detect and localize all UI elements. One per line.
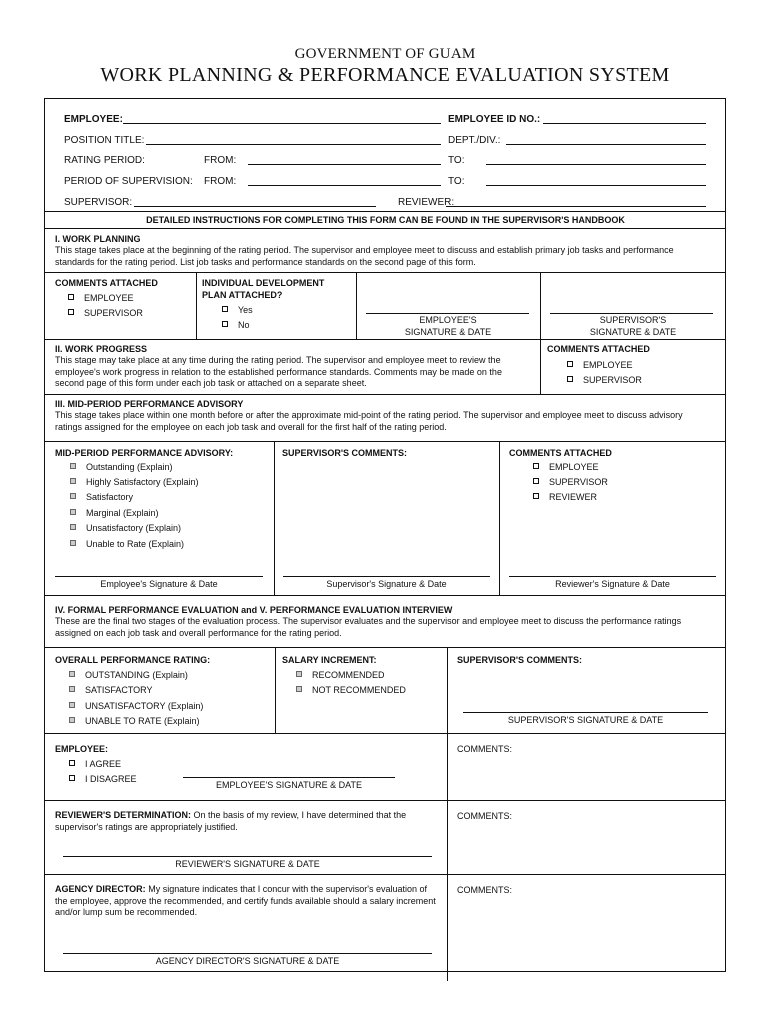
formal-supervisor-sig-label: SUPERVISOR'S SIGNATURE & DATE [507, 715, 664, 725]
agree-label: I AGREE [85, 759, 122, 769]
employee-input[interactable] [123, 123, 441, 124]
advisory-option-label: Marginal (Explain) [86, 508, 159, 518]
reviewer-signature-line[interactable] [63, 856, 432, 857]
checkbox-icon [70, 509, 76, 515]
wpr-employee-label: EMPLOYEE [583, 360, 633, 370]
reviewer-input[interactable] [446, 206, 706, 207]
work-planning-title: I. WORK PLANNING [55, 234, 141, 244]
work-progress-text: This stage may take place at any time during the rating period. The supervisor and employee meet to review the employee's work progress in relation to the established performance standards. Comments may be made on the second page of this form under each job task or attached on a separate sheet. [55, 355, 502, 388]
employee-label: EMPLOYEE: [64, 114, 123, 125]
advisory-option-label: Unsatisfactory (Explain) [86, 523, 182, 533]
salary-increment-heading: SALARY INCREMENT: [282, 655, 377, 665]
rating-to-label: TO: [448, 155, 465, 166]
director-heading: AGENCY DIRECTOR: [55, 884, 146, 894]
advisory-option-label: Unable to Rate (Explain) [86, 539, 185, 549]
mp-reviewer-signature-line[interactable] [509, 576, 716, 577]
dept-div-input[interactable] [506, 144, 706, 145]
advisory-heading: MID-PERIOD PERFORMANCE ADVISORY: [55, 448, 234, 458]
reviewer-text: On the basis of my review, I have determined that the supervisor's ratings are appropriately justified. [55, 810, 407, 832]
mp-supervisor-signature-line[interactable] [283, 576, 490, 577]
divider [447, 647, 448, 981]
checkbox-icon [533, 463, 539, 469]
divider [540, 339, 541, 394]
checkbox-icon [69, 717, 75, 723]
idp-yes-label: Yes [238, 305, 253, 315]
formal-evaluation-text: These are the final two stages of the evaluation process. The supervisor evaluates and the supervisor and employee meet to discuss the performance ratings assigned on each job task and overall performance for the rating period. [55, 616, 682, 638]
divider [45, 647, 726, 648]
mp-reviewer-checkbox[interactable] [533, 491, 597, 503]
divider [45, 272, 726, 273]
checkbox-icon [533, 493, 539, 499]
idp-yes-checkbox[interactable] [222, 304, 253, 316]
checkbox-icon [222, 321, 228, 327]
checkbox-icon [69, 686, 75, 692]
divider [275, 647, 276, 733]
disagree-label: I DISAGREE [85, 774, 137, 784]
director-sig-label: AGENCY DIRECTOR'S SIGNATURE & DATE [155, 956, 340, 966]
wp-supervisor-sig-label2: SIGNATURE & DATE [589, 327, 677, 337]
divider [45, 339, 726, 340]
formal-supervisor-signature-line[interactable] [463, 712, 708, 713]
advisory-option-satisfactory[interactable] [70, 491, 133, 503]
director-text: My signature indicates that I concur with the supervisor's evaluation of the employee, approve the recommended, and certify funds available should a salary increment and/or lump sum be recommended. [55, 884, 436, 917]
wp-employee-sig-label1: EMPLOYEE'S [419, 315, 477, 325]
wp-employee-sig-label2: SIGNATURE & DATE [404, 327, 492, 337]
divider [45, 800, 726, 801]
overall-option-label: UNSATISFACTORY (Explain) [85, 701, 204, 711]
director-comments-label: COMMENTS: [457, 885, 512, 895]
checkbox-icon [68, 309, 74, 315]
divider [274, 441, 275, 595]
wpr-supervisor-checkbox[interactable] [567, 374, 642, 386]
advisory-option-label: Highly Satisfactory (Explain) [86, 477, 199, 487]
position-title-input[interactable] [146, 144, 441, 145]
reviewer-determination-text [55, 810, 440, 833]
supervisor-input[interactable] [134, 206, 376, 207]
idp-no-label: No [238, 320, 250, 330]
checkbox-icon [69, 671, 75, 677]
salary-recommended-label: RECOMMENDED [312, 670, 385, 680]
mp-supervisor-label: SUPERVISOR [549, 477, 608, 487]
director-text-block [55, 884, 440, 919]
wp-supervisor-checkbox[interactable] [68, 307, 143, 319]
reviewer-heading: REVIEWER'S DETERMINATION: [55, 810, 191, 820]
mid-period-text: This stage takes place within one month before or after the approximate mid-point of the rating period. The supervisor and employee meet to discuss advisory ratings assigned for the employee on each job task and overall for the first half of the rating period. [55, 410, 683, 432]
checkbox-icon [533, 478, 539, 484]
wpr-comments-attached-heading: COMMENTS ATTACHED [547, 344, 650, 354]
wp-comments-attached-heading: COMMENTS ATTACHED [55, 278, 158, 288]
salary-not-recommended-checkbox[interactable] [296, 684, 406, 696]
overall-option-label: UNABLE TO RATE (Explain) [85, 716, 200, 726]
mp-reviewer-sig-label: Reviewer's Signature & Date [555, 579, 670, 589]
position-title-label: POSITION TITLE: [64, 135, 145, 146]
salary-not-recommended-label: NOT RECOMMENDED [312, 685, 406, 695]
divider [45, 874, 726, 875]
overall-option-label: OUTSTANDING (Explain) [85, 670, 188, 680]
employee-comments-label: COMMENTS: [457, 744, 512, 754]
employee-signature-line[interactable] [183, 777, 395, 778]
mp-comments-attached-heading: COMMENTS ATTACHED [509, 448, 612, 458]
work-planning-text: This stage takes place at the beginning of the rating period. The supervisor and employee meet to discuss and establish primary job tasks and performance standards for the rating period. List job tasks and performance standards on the second page of this form. [55, 245, 674, 267]
checkbox-icon [70, 478, 76, 484]
divider [196, 272, 197, 339]
wpr-supervisor-label: SUPERVISOR [583, 375, 642, 385]
rating-period-label: RATING PERIOD: [64, 155, 145, 166]
idp-title-line2: PLAN ATTACHED? [202, 290, 283, 300]
advisory-option-label: Outstanding (Explain) [86, 462, 173, 472]
divider [45, 441, 726, 442]
checkbox-icon [222, 306, 228, 312]
advisory-option-unable-to-rate[interactable] [70, 538, 184, 550]
wpr-employee-checkbox[interactable] [567, 359, 633, 371]
wp-supervisor-label: SUPERVISOR [84, 308, 143, 318]
supervision-from-label: FROM: [204, 176, 237, 187]
agree-checkbox[interactable] [69, 758, 121, 770]
checkbox-icon [70, 524, 76, 530]
idp-title-line1: INDIVIDUAL DEVELOPMENT [202, 278, 325, 288]
divider [45, 394, 726, 395]
employee-id-input[interactable] [543, 123, 706, 124]
checkbox-icon [70, 540, 76, 546]
employee-sig-label: EMPLOYEE'S SIGNATURE & DATE [216, 780, 362, 790]
work-progress-title: II. WORK PROGRESS [55, 344, 148, 354]
supervision-to-input[interactable] [486, 185, 706, 186]
divider [499, 441, 500, 595]
checkbox-icon [69, 775, 75, 781]
mp-reviewer-label: REVIEWER [549, 492, 598, 502]
checkbox-icon [567, 376, 573, 382]
checkbox-icon [70, 463, 76, 469]
checkbox-icon [70, 493, 76, 499]
overall-option-satisfactory[interactable] [69, 684, 153, 696]
dept-div-label: DEPT./DIV.: [448, 135, 501, 146]
checkbox-icon [69, 760, 75, 766]
advisory-option-highly-satisfactory[interactable] [70, 476, 199, 488]
overall-option-unsatisfactory[interactable] [69, 700, 203, 712]
formal-evaluation-title: IV. FORMAL PERFORMANCE EVALUATION and V. PERFORMANCE EVALUATION INTERVIEW [55, 605, 453, 615]
employee-id-label: EMPLOYEE ID NO.: [448, 114, 541, 125]
wp-supervisor-sig-label1: SUPERVISOR'S [599, 315, 667, 325]
reviewer-label: REVIEWER: [398, 197, 455, 208]
salary-recommended-checkbox[interactable] [296, 669, 385, 681]
reviewer-sig-label: REVIEWER'S SIGNATURE & DATE [175, 859, 320, 869]
overall-option-unable-to-rate[interactable] [69, 715, 200, 727]
form-frame [44, 98, 726, 972]
overall-rating-heading: OVERALL PERFORMANCE RATING: [55, 655, 211, 665]
divider [45, 228, 726, 229]
checkbox-icon [296, 671, 302, 677]
advisory-option-unsatisfactory[interactable] [70, 522, 181, 534]
mp-employee-label: EMPLOYEE [549, 462, 599, 472]
mp-supervisor-comments-heading: SUPERVISOR'S COMMENTS: [282, 448, 407, 458]
overall-option-outstanding[interactable] [69, 669, 188, 681]
supervision-from-input[interactable] [248, 185, 441, 186]
rating-from-input[interactable] [248, 164, 441, 165]
checkbox-icon [296, 686, 302, 692]
checkbox-icon [69, 702, 75, 708]
supervision-to-label: TO: [448, 176, 465, 187]
mp-employee-checkbox[interactable] [533, 461, 599, 473]
divider [45, 211, 726, 212]
org-name: GOVERNMENT OF GUAM [294, 46, 476, 62]
checkbox-icon [567, 361, 573, 367]
period-supervision-label: PERIOD OF SUPERVISION: [64, 176, 193, 187]
divider [45, 733, 726, 734]
advisory-option-outstanding[interactable] [70, 461, 173, 473]
director-signature-line[interactable] [63, 953, 432, 954]
checkbox-icon [68, 294, 74, 300]
advisory-option-marginal[interactable] [70, 507, 159, 519]
overall-option-label: SATISFACTORY [85, 685, 153, 695]
idp-no-checkbox[interactable] [222, 319, 250, 331]
mp-supervisor-sig-label: Supervisor's Signature & Date [326, 579, 447, 589]
wp-employee-checkbox[interactable] [68, 292, 134, 304]
rating-from-label: FROM: [204, 155, 237, 166]
formal-supervisor-comments-heading: SUPERVISOR'S COMMENTS: [457, 655, 582, 665]
instructions-banner: DETAILED INSTRUCTIONS FOR COMPLETING THIS FORM CAN BE FOUND IN THE SUPERVISOR'S HANDBOOK [146, 215, 625, 225]
mp-employee-signature-line[interactable] [55, 576, 263, 577]
supervisor-label: SUPERVISOR: [64, 197, 133, 208]
form-title: WORK PLANNING & PERFORMANCE EVALUATION SYSTEM [100, 64, 670, 86]
mp-supervisor-checkbox[interactable] [533, 476, 608, 488]
employee-section-heading: EMPLOYEE: [55, 744, 109, 754]
rating-to-input[interactable] [486, 164, 706, 165]
reviewer-comments-label: COMMENTS: [457, 811, 512, 821]
divider [45, 595, 726, 596]
disagree-checkbox[interactable] [69, 773, 137, 785]
advisory-option-label: Satisfactory [86, 492, 134, 502]
wp-employee-label: EMPLOYEE [84, 293, 134, 303]
mid-period-title: III. MID-PERIOD PERFORMANCE ADVISORY [55, 399, 244, 409]
mp-employee-sig-label: Employee's Signature & Date [100, 579, 218, 589]
